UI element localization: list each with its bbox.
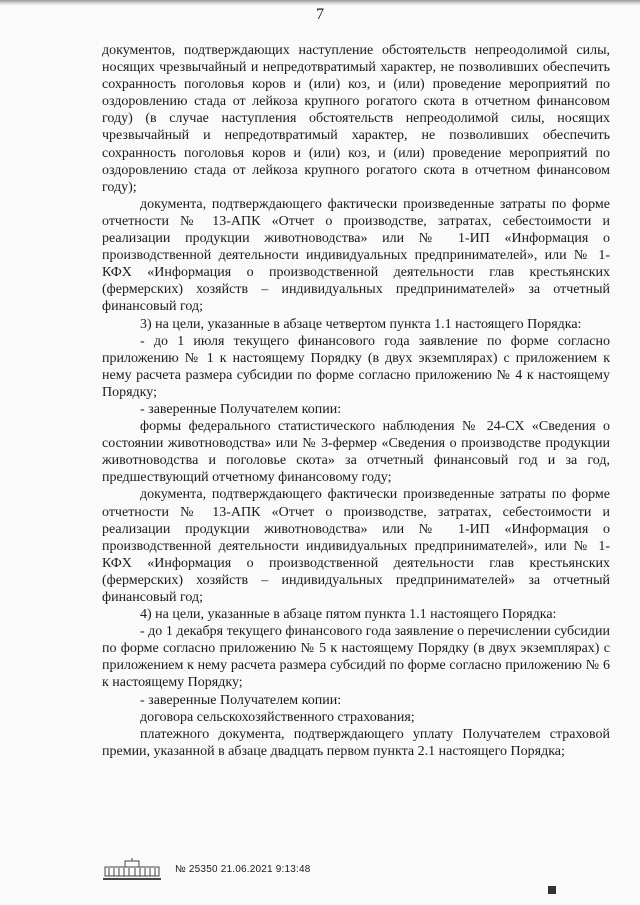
- footer: [103, 855, 310, 883]
- paragraph: - до 1 июля текущего финансового года заявление по форме согласно приложению № 1 к настоящему Порядку (в двух экземплярах) с приложением к нему расчета размера субсидии по форме согласно приложению № 4 к настоящему Порядку;: [102, 333, 610, 400]
- paragraph: документов, подтверждающих наступление обстоятельств непреодолимой силы, носящих чрезвычайный и непредотвратимый характер, не позволивших обеспечить сохранность поголовья коров и (или) коз, и (или) проведение мероприятий по оздоровлению стада от лейкоза крупного рогатого скота в отчетном финансовом году) (в случае наступления обстоятельств непреодолимой силы, носящих чрезвычайный и непредотвратимый характер, не позволивших обеспечить сохранность поголовья коров и (или) коз, и (или) проведение мероприятий по оздоровлению стада от лейкоза крупного рогатого скота в отчетном финансовом году);: [102, 43, 610, 195]
- paragraph: - заверенные Получателем копии:: [140, 692, 342, 708]
- document-registration-code: № 25350 21.06.2021 9:13:48: [175, 863, 311, 875]
- building-emblem-icon: [103, 858, 161, 880]
- paragraph: платежного документа, подтверждающего уплату Получателем страховой премии, указанной в абзаце двадцать первом пункта 2.1 настоящего Порядка;: [102, 726, 610, 759]
- document-body: [102, 42, 610, 760]
- scan-mark: [548, 886, 556, 894]
- paragraph: документа, подтверждающего фактически произведенные затраты по форме отчетности № 13-АПК «Отчет о производстве, затратах, себестоимости и реализации продукции животноводства» или № 1-ИП «Информация о производственной деятельности индивидуальных предпринимателей», или № 1-КФХ «Информация о производственной деятельности глав крестьянских (фермерских) хозяйств – индивидуальных предпринимателей» за отчетный финансовый год;: [102, 196, 610, 315]
- paragraph: формы федерального статистического наблюдения № 24-СХ «Сведения о состоянии животноводства» или № 3-фермер «Сведения о производстве продукции животноводства и поголовье скота» за отчетный финансовый год и за год, предшествующий отчетному финансовому году;: [102, 419, 610, 486]
- paragraph: - заверенные Получателем копии:: [140, 401, 342, 417]
- paragraph: - до 1 декабря текущего финансового года заявление о перечислении субсидии по форме согласно приложению № 5 к настоящему Порядку (в двух экземплярах) с приложением к нему расчета размера субсидий по форме согласно приложению № 6 к настоящему Порядку;: [102, 624, 610, 691]
- paragraph: договора сельскохозяйственного страхования;: [140, 709, 415, 725]
- page-number: 7: [316, 6, 324, 23]
- paragraph: 3) на цели, указанные в абзаце четвертом пункта 1.1 настоящего Порядка:: [140, 316, 582, 332]
- paragraph: 4) на цели, указанные в абзаце пятом пункта 1.1 настоящего Порядка:: [140, 607, 557, 623]
- paragraph: документа, подтверждающего фактически произведенные затраты по форме отчетности № 13-АПК «Отчет о производстве, затратах, себестоимости и реализации продукции животноводства» или № 1-ИП «Информация о производственной деятельности индивидуальных предпринимателей», или № 1-КФХ «Информация о производственной деятельности глав крестьянских (фермерских) хозяйств – индивидуальных предпринимателей» за отчетный финансовый год;: [102, 487, 610, 605]
